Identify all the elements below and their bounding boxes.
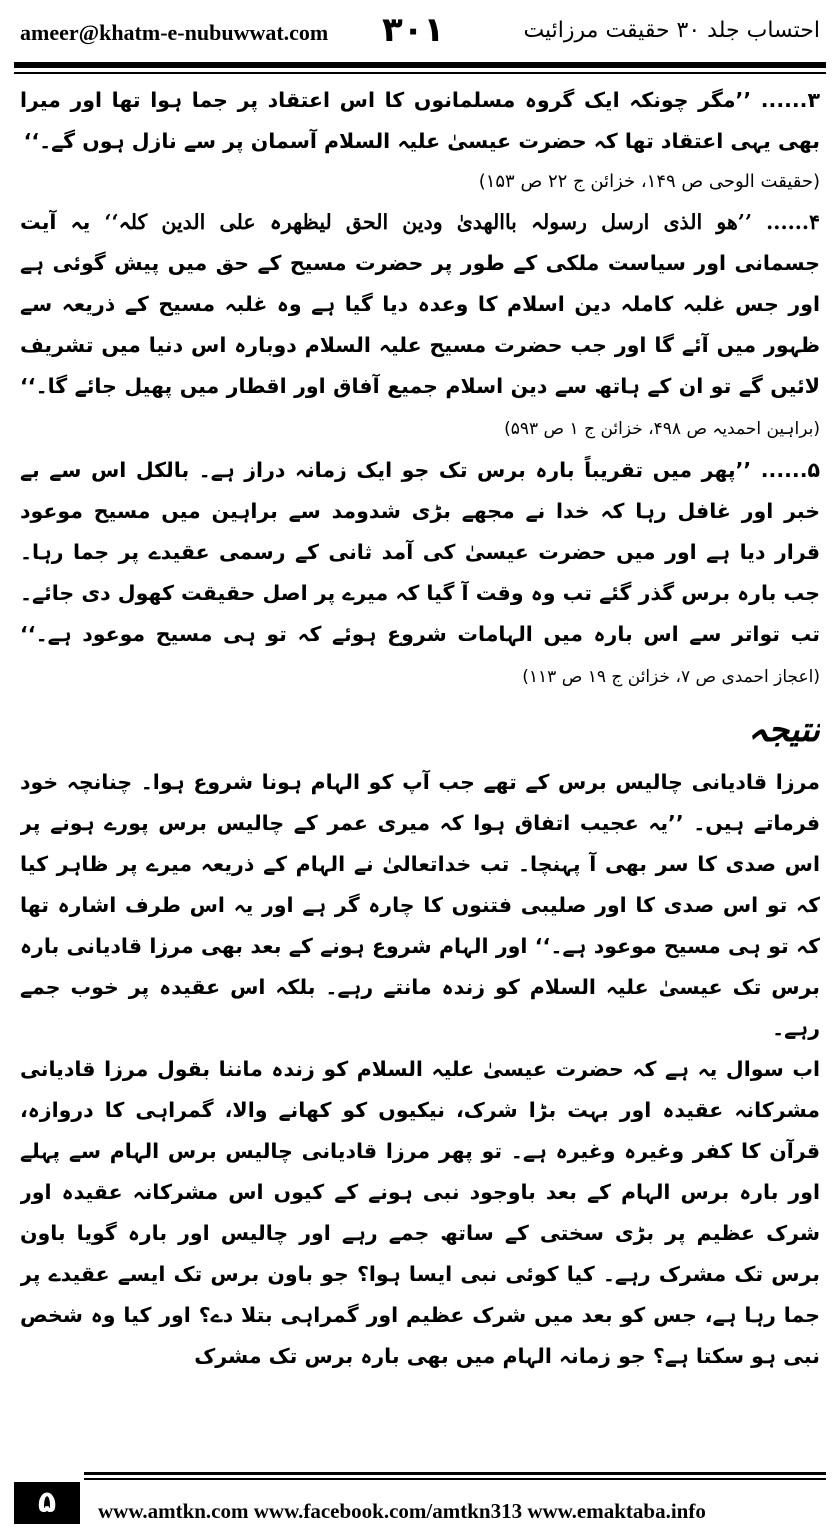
page-number: ۳۰۱ — [382, 10, 445, 50]
page-header — [14, 0, 826, 64]
item-4-arabic-verse: ۴...... ’’ھو الذی ارسل رسولہ باالھدیٰ ودین الحق لیظھرہ علی الدین کلہ‘‘ — [104, 210, 820, 234]
item-4-reference: (براہین احمدیہ ص ۴۹۸، خزائن ج ۱ ص ۵۹۳) — [504, 419, 820, 439]
footer-number-box: ۵ — [14, 1482, 80, 1524]
running-title: احتساب جلد ۳۰ حقیقت مرزائیت — [523, 18, 820, 43]
section-heading: نتیجہ — [748, 710, 820, 750]
result-paragraph-2: اب سوال یہ ہے کہ حضرت عیسیٰ علیہ السلام کو زندہ ماننا بقول مرزا قادیانی مشرکانہ عقیدہ اور بہت بڑا شرک، نیکیوں کو کھانے والا، گمراہی کا دروازہ، قرآن کا کفر وغیرہ وغیرہ ہے۔ تو پھر مرزا قادیانی چالیس برس الہام سے پہلے اور بارہ برس الہام کے بعد باوجود نبی ہونے کے کیوں اس مشرکانہ عقیدہ اور شرک عظیم پر بڑی سختی کے ساتھ جمے رہے اور چالیس اور بارہ گویا باون برس تک مشرک رہے۔ کیا کوئی نبی ایسا ہوا؟ جو باون برس تک ایسے عقیدے پر جما رہا ہے، جس کو بعد میں شرک عظیم اور گمراہی بتلا دے؟ اور کیا وہ شخص نبی ہو سکتا ہے؟ جو زمانہ الہام میں بھی بارہ برس تک مشرک — [20, 1057, 820, 1368]
page-content — [20, 80, 820, 1458]
header-rule-thin — [14, 72, 826, 74]
footer-rule-thick — [84, 1472, 826, 1475]
footer-rule-thin — [84, 1478, 826, 1480]
header-email: ameer@khatm-e-nubuwwat.com — [20, 20, 329, 45]
item-5-reference: (اعجاز احمدی ص ۷، خزائن ج ۱۹ ص ۱۱۳) — [522, 667, 820, 687]
item-5-block — [20, 450, 820, 698]
result-paragraph-1: مرزا قادیانی چالیس برس کے تھے جب آپ کو الہام ہونا شروع ہوا۔ چنانچہ خود فرماتے ہیں۔ ’’یہ عجیب اتفاق ہوا کہ میری عمر کے چالیس برس پورے ہونے پر اس صدی کا سر بھی آ پہنچا۔ تب خداتعالیٰ نے الہام کے ذریعہ میرے پر ظاہر کیا کہ تو اس صدی کا اور صلیبی فتنوں کا چارہ گر ہے اور یہ اس طرف اشارہ تھا کہ تو ہی مسیح موعود ہے۔‘‘ اور الہام شروع ہونے کے بعد بھی مرزا قادیانی بارہ برس تک عیسیٰ علیہ السلام کو زندہ مانتے رہے۔ بلکہ اس عقیدہ پر خوب جمے رہے۔ — [20, 770, 820, 1040]
page-footer — [14, 1472, 826, 1534]
item-5-text: ۵...... ’’پھر میں تقریباً بارہ برس تک جو ایک زمانہ دراز ہے۔ بالکل اس سے بے خبر اور غافل رہا کہ خدا نے مجھے بڑی شدومد سے براہین میں مسیح موعود قرار دیا ہے اور میں حضرت عیسیٰ کی آمد ثانی کے رسمی عقیدے پر جما رہا۔ جب بارہ برس گذر گئے تب وہ وقت آ گیا کہ میرے پر اصل حقیقت کھول دی جائے۔ تب تواتر سے اس بارہ میں الہامات شروع ہوئے کہ تو ہی مسیح موعود ہے۔‘‘ — [20, 458, 820, 646]
header-rule-thick — [14, 62, 826, 68]
item-3-text: ۳...... ’’مگر چونکہ ایک گروہ مسلمانوں کا اس اعتقاد پر جما ہوا تھا اور میرا بھی یہی اعتقاد تھا کہ حضرت عیسیٰ علیہ السلام آسمان پر سے نازل ہوں گے۔‘‘ — [20, 88, 820, 153]
item-3-reference: (حقیقت الوحی ص ۱۴۹، خزائن ج ۲۲ ص ۱۵۳) — [478, 171, 820, 192]
item-4-block — [20, 202, 820, 450]
item-4-text: یہ آیت جسمانی اور سیاست ملکی کے طور پر حضرت مسیح کے حق میں پیش گوئی ہے اور جس غلبہ کاملہ دین اسلام کا وعدہ دیا گیا ہے وہ غلبہ مسیح کے ذریعہ سے ظہور میں آئے گا اور جب حضرت مسیح علیہ السلام دوبارہ اس دنیا میں تشریف لائیں گے تو ان کے ہاتھ سے دین اسلام جمیع آفاق اور اقطار میں پھیل جائے گا۔‘‘ — [20, 210, 820, 398]
footer-links: www.amtkn.com www.facebook.com/amtkn313 www.emaktaba.info — [98, 1499, 706, 1523]
